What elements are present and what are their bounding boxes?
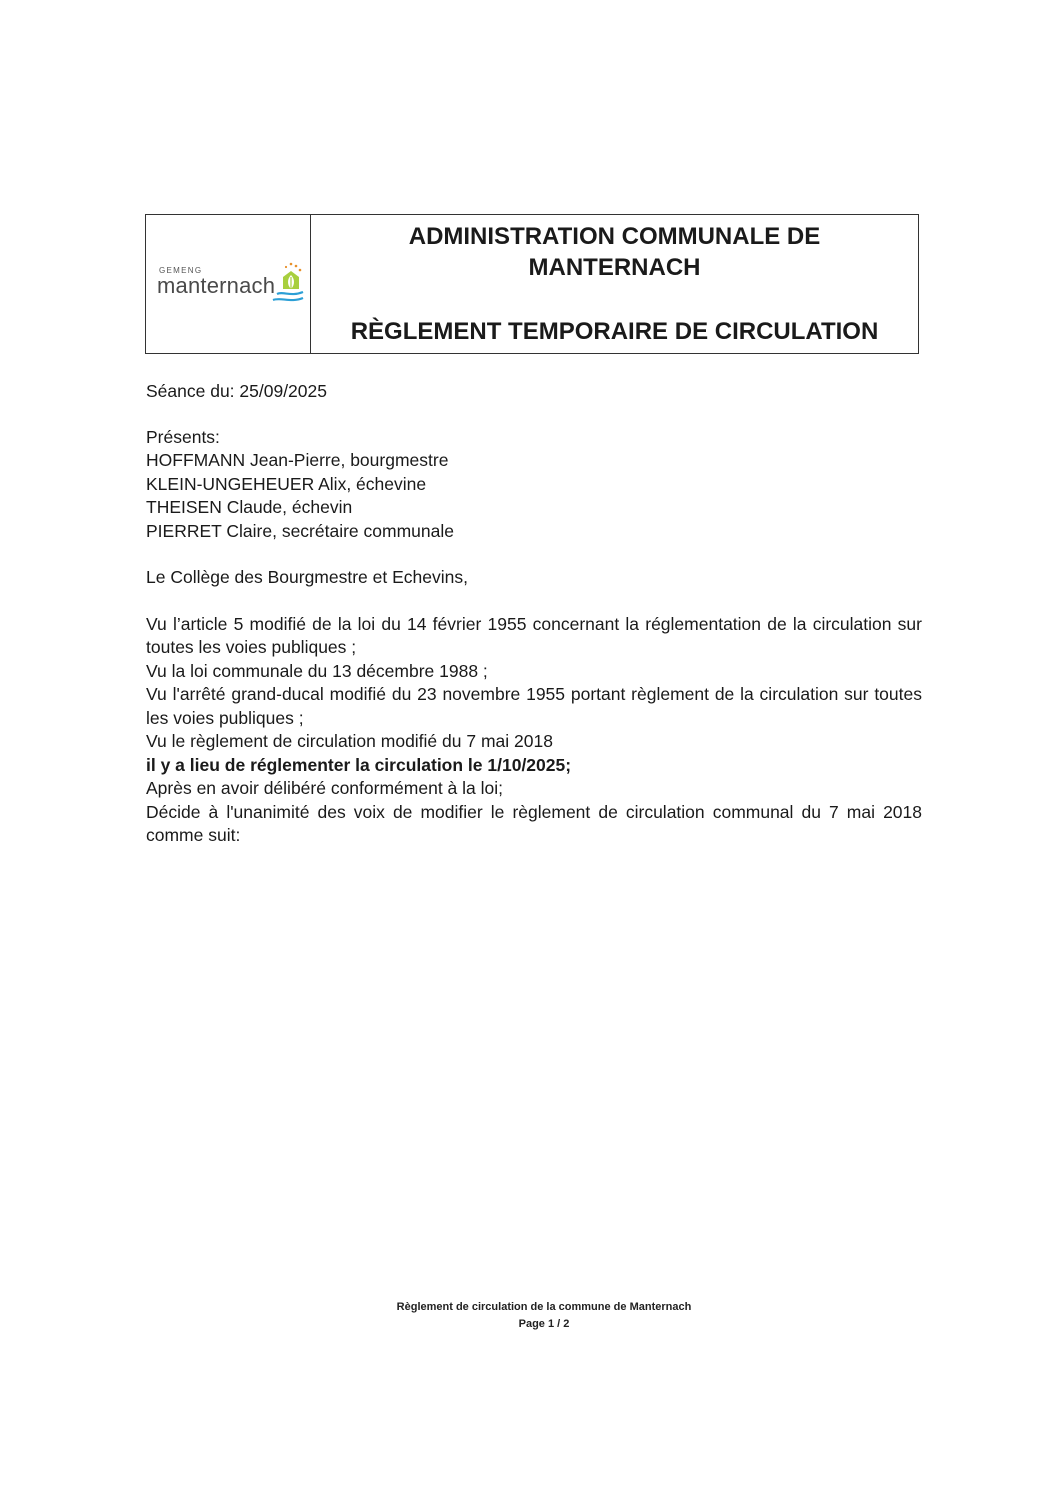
title-cell (311, 215, 918, 353)
manternach-logo (156, 261, 306, 309)
consideration-item: Vu l'arrêté grand-ducal modifié du 23 novembre 1955 portant règlement de la circulation sur toutes les voies publiques ; (146, 684, 922, 728)
footer-title: Règlement de circulation de la commune de Manternach (396, 1301, 692, 1313)
logo-main-text: manternach (157, 273, 276, 298)
session-date: Séance du: 25/09/2025 (146, 381, 327, 401)
college-intro: Le Collège des Bourgmestre et Echevins, (146, 567, 468, 587)
document-header (145, 214, 919, 354)
page-number: Page 1 / 2 (518, 1318, 570, 1330)
document-subtitle: RÈGLEMENT TEMPORAIRE DE CIRCULATION (350, 318, 879, 345)
consideration-item: Après en avoir délibéré conformément à la loi; (146, 778, 503, 798)
logo-cell (146, 215, 311, 353)
consideration-item-bold: il y a lieu de réglementer la circulation le 1/10/2025; (146, 754, 572, 775)
consideration-item: Vu l’article 5 modifié de la loi du 14 février 1955 concernant la réglementation de la circulation sur toutes les voies publiques ; (146, 613, 922, 657)
attendee-item: PIERRET Claire, secrétaire communale (146, 520, 454, 541)
title-line-2: MANTERNACH (528, 254, 701, 281)
attendee-item: THEISEN Claude, échevin (146, 497, 353, 517)
decision-text: Décide à l'unanimité des voix de modifier le règlement de circulation communal du 7 mai 2018 comme suit: (146, 801, 922, 845)
logo-small-text: GEMENG (159, 266, 203, 275)
page-footer (0, 1299, 1058, 1333)
attendee-item: HOFFMANN Jean-Pierre, bourgmestre (146, 450, 449, 470)
consideration-item: Vu le règlement de circulation modifié du 7 mai 2018 (146, 731, 553, 751)
consideration-item: Vu la loi communale du 13 décembre 1988 ; (146, 660, 488, 681)
document-body (146, 380, 922, 848)
title-line-1: ADMINISTRATION COMMUNALE DE (408, 223, 821, 250)
attendees-heading: Présents: (146, 426, 220, 447)
leaf-icon (269, 261, 307, 307)
attendee-item: KLEIN-UNGEHEUER Alix, échevine (146, 473, 427, 494)
